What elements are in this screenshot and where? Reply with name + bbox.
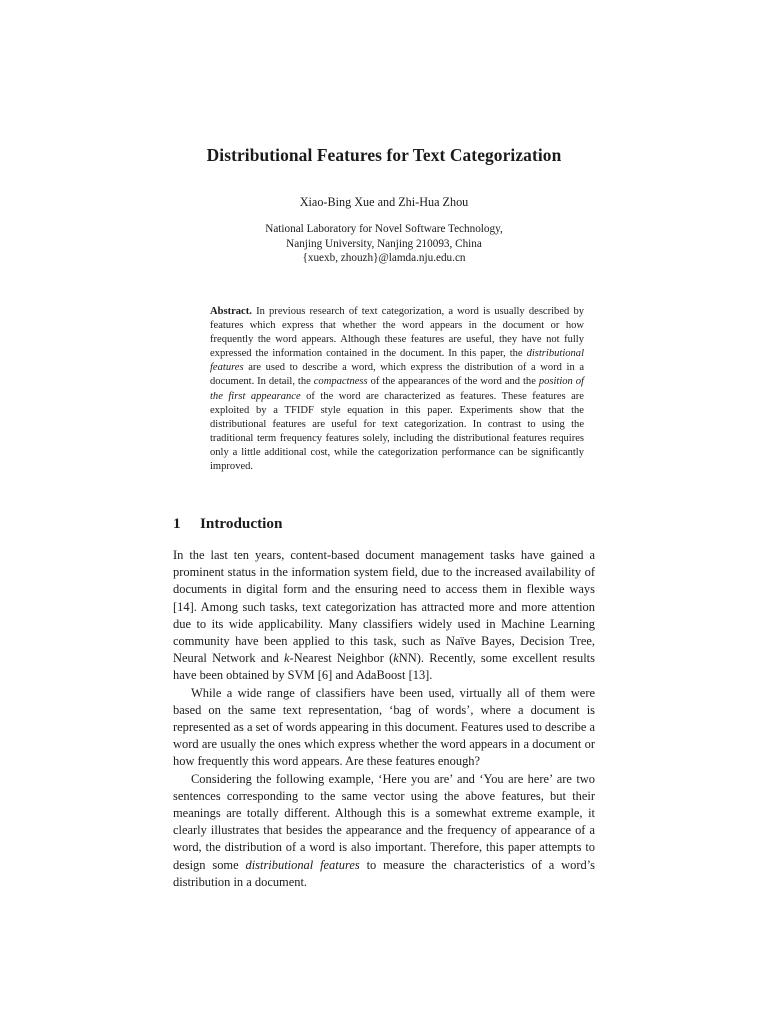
abstract <box>210 305 584 474</box>
body-paragraph-3 <box>173 771 595 891</box>
abstract-run-emphasis: position of the first appearance <box>210 376 584 402</box>
body-text-run: NN). Recently, some excellent results have been obtained by SVM [6] and AdaBoost [13]. <box>173 651 595 683</box>
section-title: Introduction <box>200 515 283 532</box>
affiliation-lab: National Laboratory for Novel Software Technology, <box>265 223 503 235</box>
abstract-run-emphasis: compactness <box>313 376 368 388</box>
affiliation-block <box>0 222 768 266</box>
abstract-run: In previous research of text categorization, a word is usually described by features which express that whether the word appears in the document or how frequently the word appears. Although these features are useful, they have not fully expressed the information contained in the document. In this paper, the <box>210 306 585 360</box>
body-text-run: In the last ten years, content-based document management tasks have gained a prominent status in the information system field, due to the increased availability of documents in digital form and the ensuring need to access them in flexible ways [14]. Among such tasks, text categorization has attracted more and more attention due to its wide applicability. Many classifiers widely used in Machine Learning community have been applied to this task, such as Naïve Bayes, Decision Tree, Neural Network and <box>173 548 595 666</box>
paper-title: Distributional Features for Text Categorization <box>206 145 562 165</box>
body-text-run-emphasis: k <box>393 651 399 666</box>
abstract-run: of the word are characterized as features. These features are exploited by a TFIDF style equation in this paper. Experiments show that the distributional features are useful for text categorization. In contrast to using the traditional term frequency features solely, including the distributional features requires only a little additional cost, while the categorization performance can be significantly improved. <box>210 390 584 473</box>
body-text-run: While a wide range of classifiers have been used, virtually all of them were based on the same text representation, ‘bag of words’, where a document is represented as a set of words appearing in this document. Features used to describe a word are usually the ones which express whether the word appears in a document or how frequently this word appears. Are these features enough? <box>173 685 595 769</box>
body-text-run: to measure the characteristics of a word’s distribution in a document. <box>173 857 595 889</box>
abstract-run-emphasis: distributional features <box>210 348 584 374</box>
body-text-run-emphasis: k <box>284 651 290 666</box>
abstract-text <box>210 306 584 472</box>
body-text-run: Considering the following example, ‘Here you are’ and ‘You are here’ are two sentences corresponding to the same vector using the above features, but their meanings are totally different. Although this is a somewhat extreme example, it clearly illustrates that besides the appearance and the frequency of appearance of a word, the distribution of a word is also important. Therefore, this paper attempts to design some <box>173 771 595 872</box>
affiliation-email: {xuexb, zhouzh}@lamda.nju.edu.cn <box>302 252 466 265</box>
abstract-label: Abstract. <box>210 306 252 317</box>
abstract-run: of the appearances of the word and the <box>367 376 539 388</box>
section-number: 1 <box>173 515 181 532</box>
affiliation-university: Nanjing University, Nanjing 210093, China <box>286 237 482 250</box>
abstract-run: are used to describe a word, which express the distribution of a word in a document. In detail, the <box>210 362 584 388</box>
author-names: Xiao-Bing Xue and Zhi-Hua Zhou <box>299 195 469 209</box>
section-body <box>173 547 595 891</box>
body-paragraph-2 <box>173 685 595 771</box>
section-heading <box>173 515 595 533</box>
body-paragraph-1 <box>173 547 595 685</box>
body-text-run-emphasis: distributional features <box>245 857 360 872</box>
body-text-run: -Nearest Neighbor ( <box>289 651 394 666</box>
